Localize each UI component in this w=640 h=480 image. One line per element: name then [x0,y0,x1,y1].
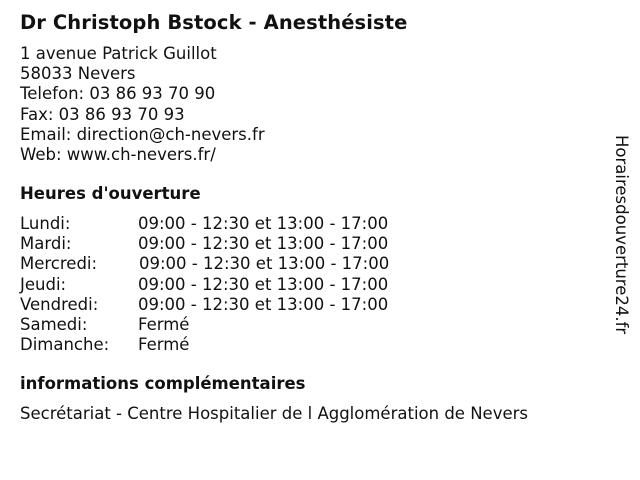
email-line: Email: direction@ch-nevers.fr [20,124,265,144]
hours-value: 09:00 - 12:30 et 13:00 - 17:00 [138,214,389,233]
hours-value: 09:00 - 12:30 et 13:00 - 17:00 [139,254,390,274]
site-brand-text: Horairesdouverture24.fr [612,135,631,335]
web-line: Web: www.ch-nevers.fr/ [20,145,216,165]
day-label: Vendredi: [20,294,99,314]
additional-info-heading: informations complémentaires [20,374,306,393]
contact-block [20,44,265,165]
hours-value: Fermé [138,335,190,355]
additional-info-text: Secrétariat - Centre Hospitalier de l Agglomération de Nevers [20,404,528,423]
day-label: Jeudi: [20,274,67,294]
opening-hours-heading: Heures d'ouverture [20,184,201,203]
hours-value: Fermé [138,314,190,334]
hours-value: 09:00 - 12:30 et 13:00 - 17:00 [138,274,389,294]
site-brand-vertical [607,135,637,375]
phone-line: Telefon: 03 86 93 70 90 [20,84,216,104]
fax-line: Fax: 03 86 93 70 93 [20,104,185,124]
day-label: Mercredi: [20,254,98,274]
day-label: Dimanche: [20,335,110,355]
hours-value: 09:00 - 12:30 et 13:00 - 17:00 [138,234,389,254]
address-street: 1 avenue Patrick Guillot [20,44,217,63]
page-title: Dr Christoph Bstock - Anesthésiste [20,11,408,34]
address-city: 58033 Nevers [20,64,136,84]
day-label: Lundi: [20,214,71,233]
hours-value: 09:00 - 12:30 et 13:00 - 17:00 [138,294,389,314]
day-label: Mardi: [20,234,72,254]
day-label: Samedi: [20,314,88,334]
